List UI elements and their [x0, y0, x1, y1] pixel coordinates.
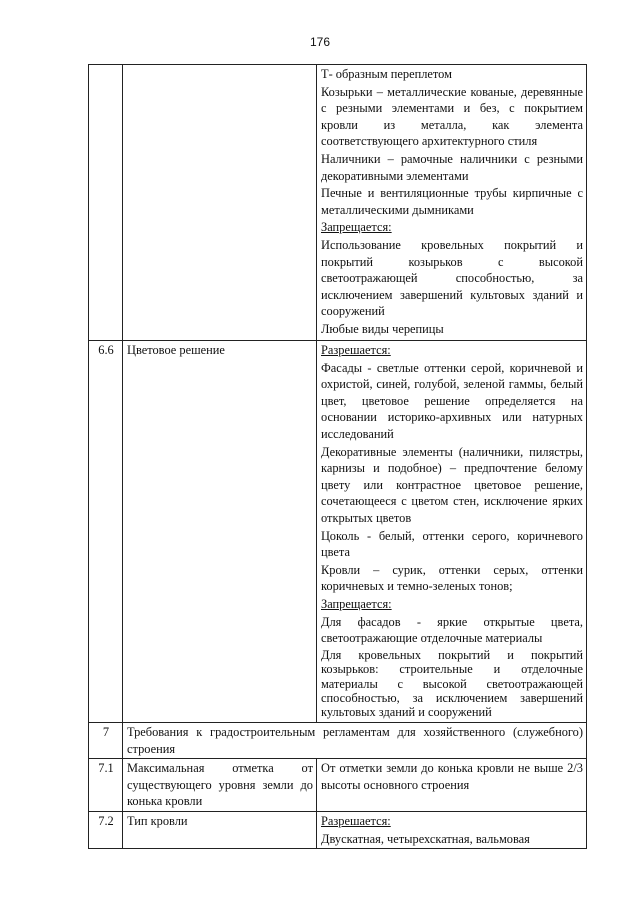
row-requirements: [317, 341, 587, 723]
requirement-line: Использование кровельных покрытий и покрытий козырьков с высокой светоотражающей способностью, за исключением завершений культовых зданий и сооружений: [321, 237, 583, 319]
table-row: [89, 759, 587, 812]
requirement-line: Цоколь - белый, оттенки серого, коричневого цвета: [321, 528, 583, 560]
row-number: 7.2: [89, 811, 123, 848]
row-requirements: [317, 811, 587, 848]
section-title-line2: строения: [127, 741, 176, 756]
row-number: [89, 65, 123, 341]
row-number: 6.6: [89, 341, 123, 723]
row-number: 7: [89, 723, 123, 759]
requirement-line: Печные и вентиляционные трубы кирпичные с металлическими дымниками: [321, 186, 583, 217]
requirement-line: Козырьки – металлические кованые, деревянные с резными элементами и без, с покрытием кровли из металла, как элемента соответствующего архитектурного стиля: [321, 84, 583, 149]
table-row-section: [89, 723, 587, 759]
page-number: 176: [309, 35, 331, 49]
requirement-line: Наличники – рамочные наличники с резными декоративными элементами: [321, 151, 583, 183]
requirement-line: Любые виды черепицы: [321, 321, 444, 336]
requirement-line: Двускатная, четырехскатная, вальмовая: [321, 831, 530, 846]
table-row: [89, 811, 587, 848]
requirement-line: Кровли – сурик, оттенки серых, оттенки коричневых и темно-зеленых тонов;: [321, 562, 583, 594]
requirement-line: Декоративные элементы (наличники, пилястры, карнизы и подобное) – предпочтение белому цвету или контрастное цветовое решение, сочетающееся с цветом стен, исключение ярких открытых цветов: [321, 444, 583, 525]
requirement-line: Для кровельных покрытий и покрытий козырьков: строительные и отделочные материалы с высокой светоотражающей способностью, за исключением завершений культовых зданий и сооружений: [321, 647, 583, 720]
row-parameter: Цветовое решение: [123, 341, 317, 723]
row-requirements: От отметки земли до конька кровли не выше 2/3 высоты основного строения: [317, 759, 587, 812]
requirement-line: Для фасадов - яркие открытые цвета, светоотражающие отделочные материалы: [321, 614, 583, 646]
allowed-heading: Разрешается:: [321, 343, 391, 357]
section-title: [123, 723, 587, 759]
row-number: 7.1: [89, 759, 123, 812]
requirement-line: Фасады - светлые оттенки серой, коричневой и охристой, синей, голубой, зеленой гаммы, белый цвет, цветовое решение определяется на основании историко-архивных или натурных исследований: [321, 360, 583, 441]
section-title-line1: Требования к градостроительным регламентам для хозяйственного (служебного): [127, 725, 583, 739]
table-row: [89, 65, 587, 341]
regulations-table: [88, 64, 587, 849]
row-parameter: Максимальная отметка от существующего уровня земли до конька кровли: [123, 759, 317, 812]
row-parameter: Тип кровли: [123, 811, 317, 848]
row-parameter: [123, 65, 317, 341]
allowed-heading: Разрешается:: [321, 813, 391, 828]
table-row: [89, 341, 587, 723]
requirement-line: Т- образным переплетом: [321, 67, 452, 81]
row-requirements: [317, 65, 587, 341]
prohibited-heading: Запрещается:: [321, 596, 392, 611]
prohibited-heading: Запрещается:: [321, 220, 392, 235]
